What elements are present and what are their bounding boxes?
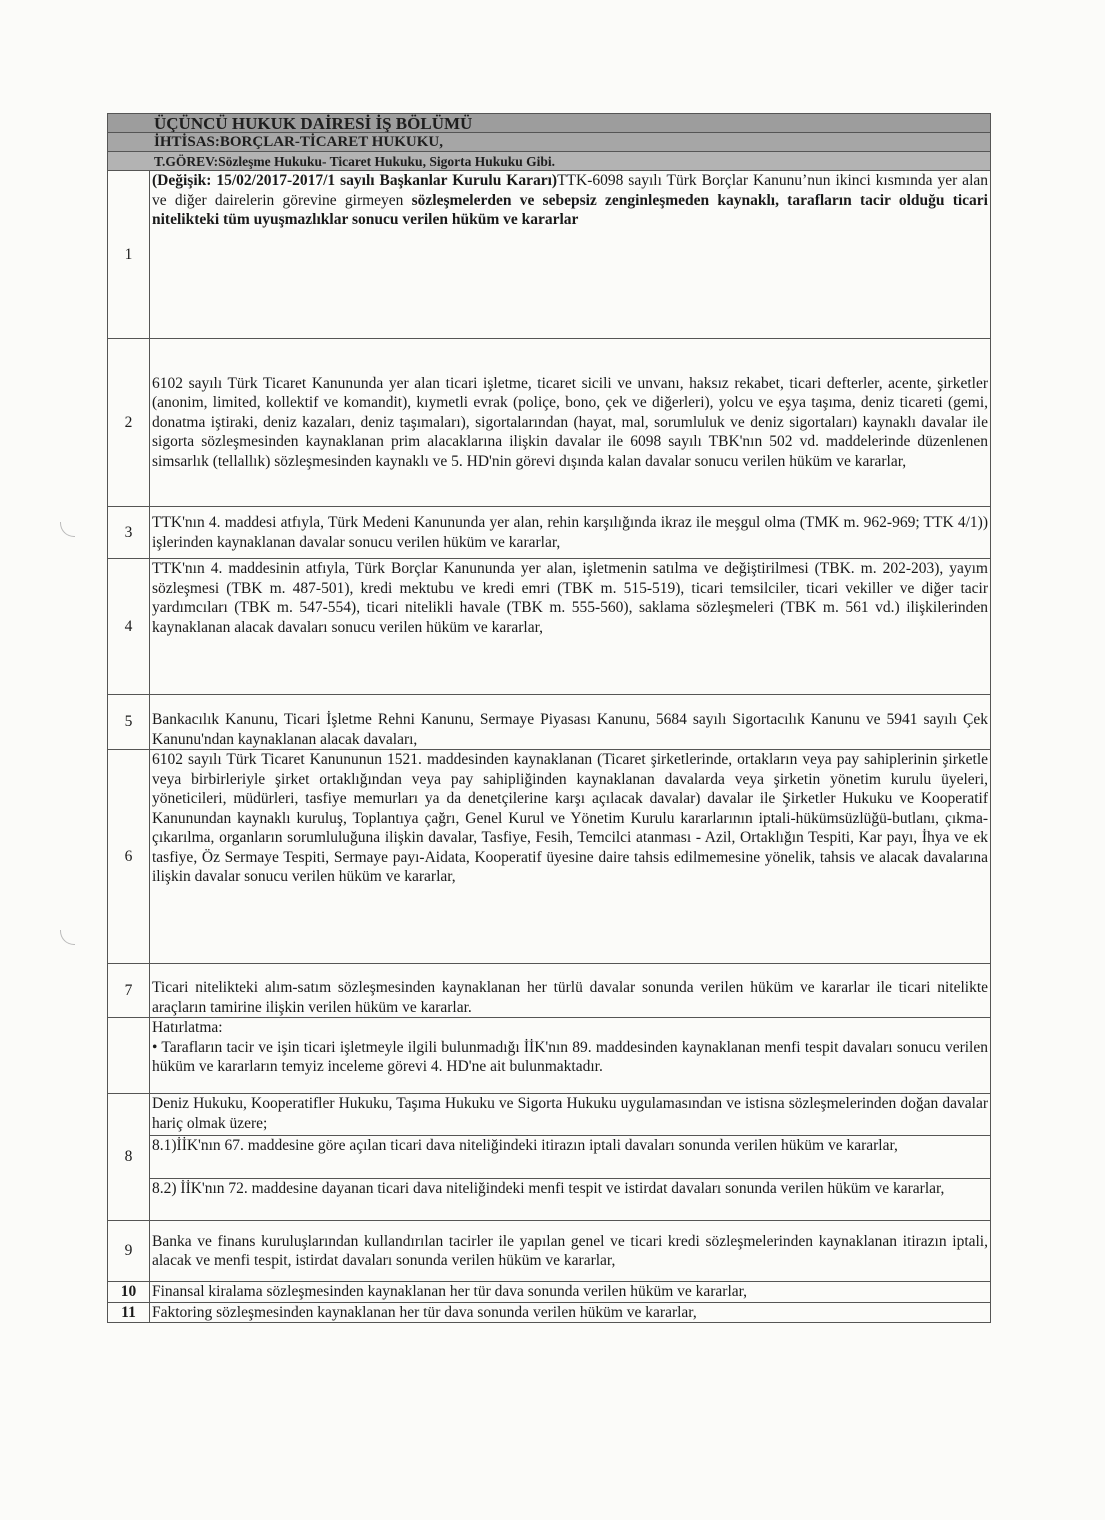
table-row xyxy=(108,1136,991,1179)
row-text: Bankacılık Kanunu, Ticari İşletme Rehni Kanunu, Sermaye Piyasası Kanunu, 5684 sayılı Sigortacılık Kanunu ve 5941 sayılı Çek Kanunu'ndan kaynaklanan alacak davaları, xyxy=(150,695,991,750)
specialization-line: İHTİSAS:BORÇLAR-TİCARET HUKUKU, xyxy=(107,132,991,151)
row-number: 7 xyxy=(108,964,150,1018)
row-text xyxy=(150,171,991,339)
row-number: 4 xyxy=(108,559,150,695)
row-text: Faktoring sözleşmesinden kaynaklanan her tür dava sonunda verilen hüküm ve kararlar, xyxy=(150,1302,991,1323)
division-of-work-document xyxy=(107,113,991,1323)
table-row xyxy=(108,964,991,1018)
table-row xyxy=(108,1302,991,1323)
row-number: 11 xyxy=(108,1302,150,1323)
row-number: 10 xyxy=(108,1282,150,1303)
table-row xyxy=(108,339,991,507)
table-row xyxy=(108,750,991,964)
row-text-plain: TTK-6098 sayılı Türk Borçlar Kanunu’nun ikinci kısmında yer alan ve diğer dairelerin görevine girmeyen xyxy=(152,172,989,209)
table-row xyxy=(108,559,991,695)
row-text-emphasis: sözleşmelerden ve sebepsiz zenginleşmeden kaynaklı, tarafların tacir olduğu ticari nitelikteki tüm uyuşmazlıklar sonucu verilen hüküm ve kararlar xyxy=(152,191,988,228)
row-number xyxy=(108,1018,150,1094)
reminder-cell xyxy=(150,1018,991,1094)
sub-item-text: 8.1)İİK'nın 67. maddesine göre açılan ticari dava niteliğindeki itirazın iptali davaları sonunda verilen hüküm ve kararlar, xyxy=(150,1136,991,1179)
duty-line: T.GÖREV:Sözleşme Hukuku- Ticaret Hukuku, Sigorta Hukuku Gibi. xyxy=(107,151,991,170)
row-number: 3 xyxy=(108,507,150,559)
table-row xyxy=(108,171,991,339)
reminder-label: Hatırlatma: xyxy=(152,1019,223,1036)
table-row xyxy=(108,1179,991,1221)
table-row xyxy=(108,695,991,750)
row-text: Ticari nitelikteki alım-satım sözleşmesinden kaynaklanan her türlü davalar sonunda verilen hüküm ve kararlar ile ticari nitelikte araçların tamirine ilişkin verilen hüküm ve kararlar. xyxy=(150,964,991,1018)
binder-hole-mark-upper xyxy=(60,522,75,537)
document-title: ÜÇÜNCÜ HUKUK DAİRESİ İŞ BÖLÜMÜ xyxy=(107,113,991,132)
table-row xyxy=(108,1094,991,1136)
row-text: Finansal kiralama sözleşmesinden kaynaklanan her tür dava sonunda verilen hüküm ve kararlar, xyxy=(150,1282,991,1303)
row-number: 9 xyxy=(108,1221,150,1282)
row-text: TTK'nın 4. maddesi atfıyla, Türk Medeni Kanununda yer alan, rehin karşılığında ikraz ile meşgul olma (TMK m. 962-969; TTK 4/1)) işlerinden kaynaklanan davalar sonucu verilen hüküm ve kararlar, xyxy=(150,507,991,559)
table-row xyxy=(108,1282,991,1303)
row-number: 2 xyxy=(108,339,150,507)
row-text: 6102 sayılı Türk Ticaret Kanununun 1521. maddesinden kaynaklanan (Ticaret şirketlerinde, ortakların veya pay sahiplerinin şirketle veya birbirleriyle şirket ortaklığından veya pay sahipliğinden kaynaklanan davalarda veya şirketin yönetim kurulu üyeleri, yöneticileri, müdürleri, tasfiye memurları ya da denetçilerine karşı açılacak davalar) davalar ile Şirketler Hukuku ve Kooperatif Kanunundan kaynaklı kuruluş, Toplantıya çağrı, Genel Kurul ve Yönetim Kurulu kararlarının iptali-hükümsüzlüğü-butlanı, çıkma-çıkarılma, organların sorumluluğuna ilişkin davalar, Tasfiye, Fesih, Temcilci atanması - Azil, Ortaklığın Tespiti, Kar payı, İhya ve ek tasfiye, Öz Sermaye Tespiti, Sermaye payı-Aidata, Kooperatif üyesine daire tahsis edilmemesine yönelik, tahsis ve alacak davalarına ilişkin davalar sonucu verilen hüküm ve kararlar, xyxy=(150,750,991,964)
row-text: Banka ve finans kuruluşlarından kullandırılan tacirler ile yapılan genel ve ticari kredi sözleşmelerinden kaynaklanan itirazın iptali, alacak ve menfi tespit, istirdat davaları sonunda verilen hüküm ve kararlar, xyxy=(150,1221,991,1282)
row-text: 6102 sayılı Türk Ticaret Kanununda yer alan ticari işletme, ticaret sicili ve unvanı, haksız rekabet, ticari defterler, acente, şirketler (anonim, limited, kollektif ve komandit), kıymetli evrak (poliçe, bono, çek ve diğerleri), yolcu ve eşya taşıma, deniz ticareti (gemi, donatma iştiraki, deniz kazaları, deniz taşımaları), sigortalarından (hayat, mal, sorumluluk ve deniz sigortaları) kaynaklı davalar ile sigorta sözleşmesinden kaynaklanan prim alacaklarına ilişkin davalar ile 6098 sayılı TBK'nın 502 vd. maddelerinde düzenlenen simsarlık (tellallık) sözleşmesinden kaynaklı ve 5. HD'nin görevi dışında kalan davalar sonucu verilen hüküm ve kararlar, xyxy=(150,339,991,507)
sub-item-text: 8.2) İİK'nın 72. maddesine dayanan ticari dava niteliğindeki menfi tespit ve istirdat davaları sonunda verilen hüküm ve kararlar, xyxy=(150,1179,991,1221)
table-row xyxy=(108,1018,991,1094)
row-number: 1 xyxy=(108,171,150,339)
row-number: 8 xyxy=(108,1094,150,1221)
row-text: TTK'nın 4. maddesinin atfıyla, Türk Borçlar Kanununda yer alan, işletmenin satılma ve değiştirilmesi (TBK. m. 202-203), yayım sözleşmesi (TBK m. 487-501), kredi mektubu ve kredi emri (TBK m. 515-519), ticari temsilciler, ticari vekiller ve diğer tacir yardımcıları (TBK m. 547-554), ticari nitelikli havale (TBK m. 555-560), saklama sözleşmeleri (TBK m. 561 vd.) ilişkilerinden kaynaklanan alacak davaları sonucu verilen hüküm ve kararlar, xyxy=(150,559,991,695)
row-number: 6 xyxy=(108,750,150,964)
amendment-note: (Değişik: 15/02/2017-2017/1 sayılı Başkanlar Kurulu Kararı) xyxy=(152,172,558,189)
binder-hole-mark-lower xyxy=(60,930,75,945)
row-number: 5 xyxy=(108,695,150,750)
duties-table xyxy=(107,170,991,1323)
table-row xyxy=(108,1221,991,1282)
row-text: Deniz Hukuku, Kooperatifler Hukuku, Taşıma Hukuku ve Sigorta Hukuku uygulamasından ve istisna sözleşmelerinden doğan davalar hariç olmak üzere; xyxy=(150,1094,991,1136)
table-row xyxy=(108,507,991,559)
reminder-text: • Tarafların tacir ve işin ticari işletmeyle ilgili bulunmadığı İİK'nın 89. maddesinden kaynaklanan menfi tespit davaları sonucu verilen hüküm ve kararların temyiz inceleme görevi 4. HD'ne ait bulunmaktadır. xyxy=(152,1038,988,1075)
